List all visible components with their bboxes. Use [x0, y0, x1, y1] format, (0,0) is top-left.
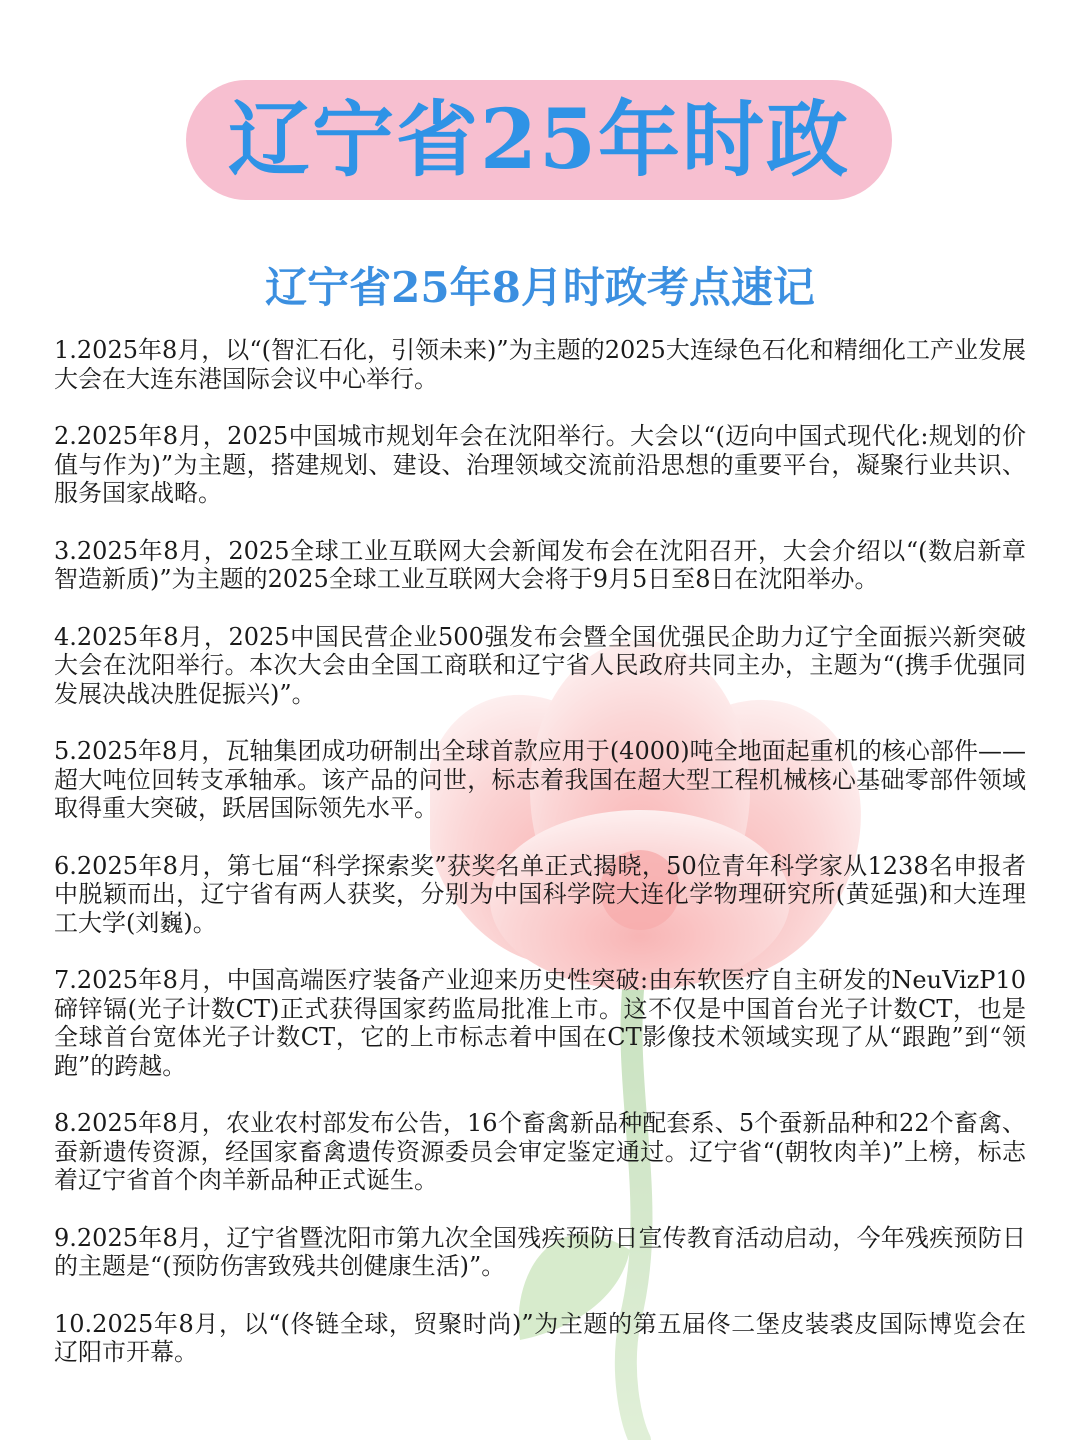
list-item: 2.2025年8月，2025中国城市规划年会在沈阳举行。大会以“(迈向中国式现代化:规划的价值与作为)”为主题，搭建规划、建设、治理领域交流前沿思想的重要平台，凝聚行业共识、服务国家战略。: [54, 422, 1026, 507]
list-item: 8.2025年8月，农业农村部发布公告，16个畜禽新品种配套系、5个蚕新品种和22个畜禽、蚕新遗传资源，经国家畜禽遗传资源委员会审定鉴定通过。辽宁省“(朝牧肉羊)”上榜，标志着辽宁省首个肉羊新品种正式诞生。: [54, 1109, 1026, 1194]
page-title: 辽宁省25年时政: [227, 92, 851, 188]
news-list: [54, 336, 1026, 1396]
list-item: 6.2025年8月，第七届“科学探索奖”获奖名单正式揭晓，50位青年科学家从1238名申报者中脱颖而出，辽宁省有两人获奖，分别为中国科学院大连化学物理研究所(黄延强)和大连理工大学(刘巍)。: [54, 851, 1026, 937]
list-item: 3.2025年8月，2025全球工业互联网大会新闻发布会在沈阳召开，大会介绍以“(数启新章智造新质)”为主题的2025全球工业互联网大会将于9月5日至8日在沈阳举办。: [54, 536, 1026, 593]
list-item: 10.2025年8月，以“(佟链全球，贸聚时尚)”为主题的第五届佟二堡皮装裘皮国际博览会在辽阳市开幕。: [54, 1309, 1026, 1366]
list-item: 7.2025年8月，中国高端医疗装备产业迎来历史性突破:由东软医疗自主研发的NeuVizP10 碲锌镉(光子计数CT)正式获得国家药监局批准上市。这不仅是中国首台光子计数CT，也是全球首台宽体光子计数CT，它的上市标志着中国在CT影像技术领域实现了从“跟跑”到“领跑”的跨越。: [54, 966, 1026, 1080]
list-item: 4.2025年8月，2025中国民营企业500强发布会暨全国优强民企助力辽宁全面振兴新突破大会在沈阳举行。本次大会由全国工商联和辽宁省人民政府共同主办，主题为“(携手优强同发展决战决胜促振兴)”。: [54, 622, 1026, 708]
list-item: 1.2025年8月，以“(智汇石化，引领未来)”为主题的2025大连绿色石化和精细化工产业发展大会在大连东港国际会议中心举行。: [54, 336, 1026, 393]
list-item: 5.2025年8月，瓦轴集团成功研制出全球首款应用于(4000)吨全地面起重机的核心部件——超大吨位回转支承轴承。该产品的问世，标志着我国在超大型工程机械核心基础零部件领域取得重大突破，跃居国际领先水平。: [54, 737, 1026, 822]
list-item: 9.2025年8月，辽宁省暨沈阳市第九次全国残疾预防日宣传教育活动启动，今年残疾预防日的主题是“(预防伤害致残共创健康生活)”。: [54, 1223, 1026, 1280]
page-subtitle: 辽宁省25年8月时政考点速记: [265, 263, 815, 312]
